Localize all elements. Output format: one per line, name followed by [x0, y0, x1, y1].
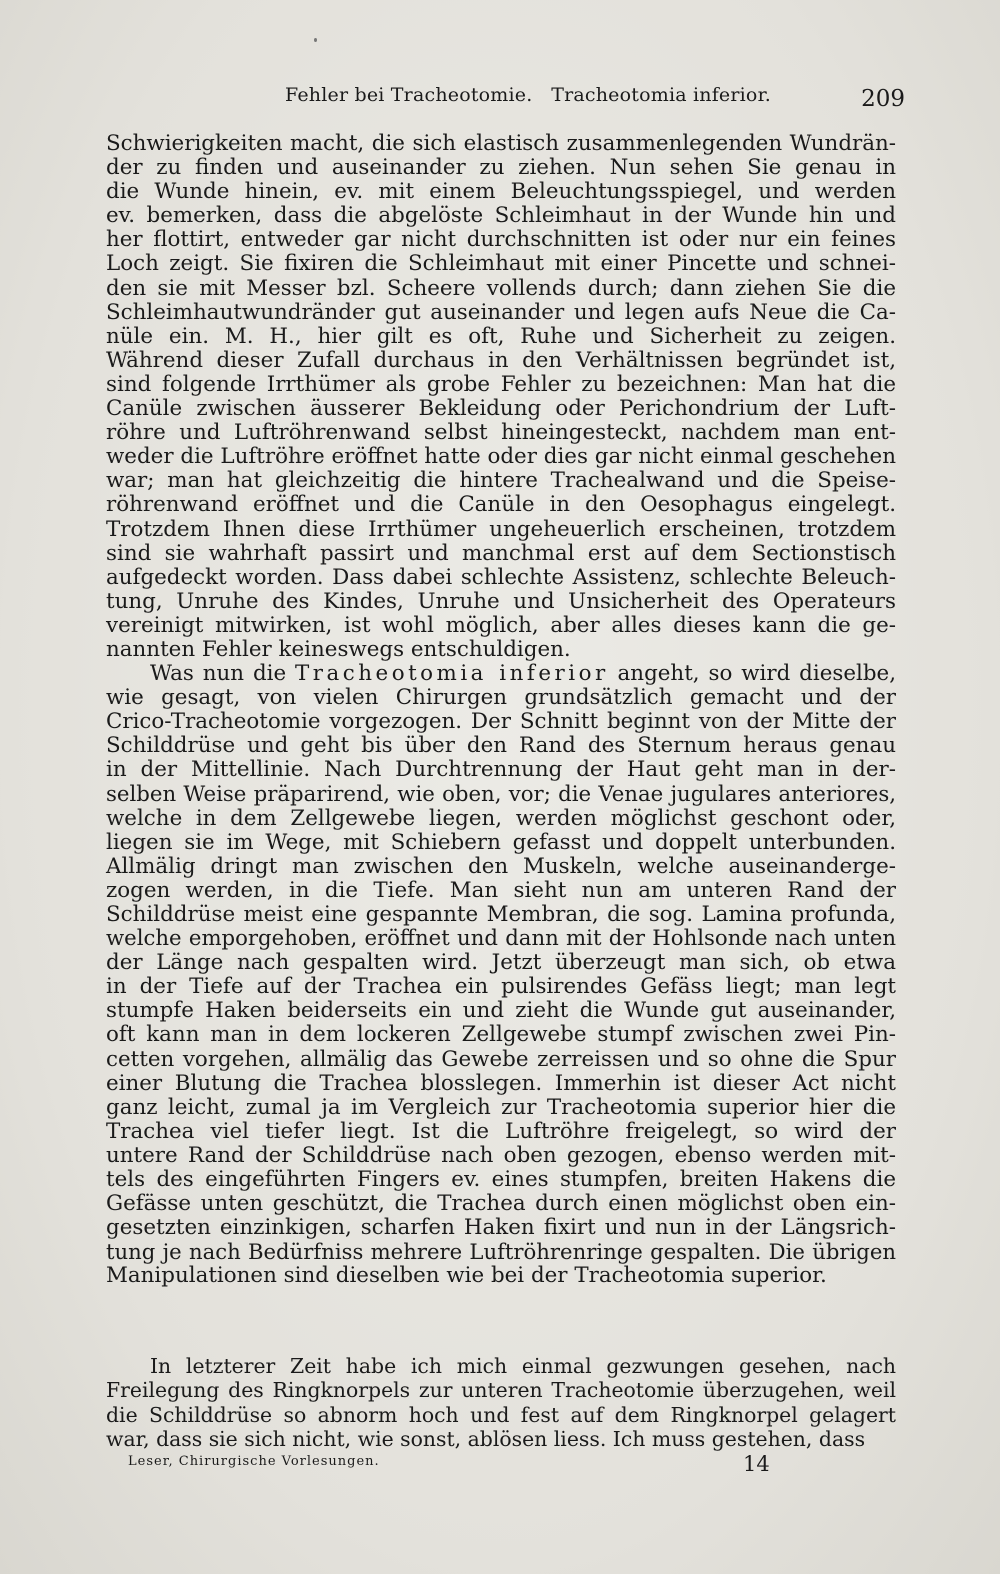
text-line: untere Rand der Schilddrüse nach oben gezogen, ebenso werden mit-: [106, 1142, 896, 1168]
spaced-emphasis: Tracheotomia inferior: [295, 661, 609, 687]
text-line: in der Tiefe auf der Trachea ein pulsirendes Gefäss liegt; man legt: [106, 974, 896, 1000]
text-line: cetten vorgehen, allmälig das Gewebe zerreissen und so ohne die Spur: [106, 1046, 896, 1072]
text-line: Allmälig dringt man zwischen den Muskeln, welche auseinanderge-: [106, 853, 896, 879]
body-text: [106, 131, 896, 1452]
text-line: röhre und Luftröhrenwand selbst hineingesteckt, nachdem man ent-: [106, 420, 896, 446]
text-line: zogen werden, in die Tiefe. Man sieht nun am unteren Rand der: [106, 877, 896, 903]
text-line: tung je nach Bedürfniss mehrere Luftröhrenringe gespalten. Die übrigen: [106, 1239, 896, 1265]
text-line: den sie mit Messer bzl. Scheere vollends durch; dann ziehen Sie die: [106, 275, 896, 301]
page-footer: [128, 1450, 768, 1490]
text-line: welche emporgehoben, eröffnet und dann mit der Hohlsonde nach unten: [106, 926, 896, 952]
text-line: gesetzten einzinkigen, scharfen Haken fixirt und nun in der Längsrich-: [106, 1215, 896, 1241]
text-line: oft kann man in dem lockeren Zellgewebe stumpf zwischen zwei Pin-: [106, 1022, 896, 1048]
text-line: her flottirt, entweder gar nicht durchschnitten ist oder nur ein feines: [106, 227, 896, 253]
text-line: Manipulationen sind dieselben wie bei der Tracheotomia superior.: [106, 1263, 827, 1289]
text-line: Während dieser Zufall durchaus in den Verhältnissen begründet ist,: [106, 347, 896, 373]
page-header: [285, 80, 905, 120]
text-line: Canüle zwischen äusserer Bekleidung oder Perichondrium der Luft-: [106, 396, 896, 422]
text-run: Was nun die: [150, 661, 296, 687]
text-line: welche in dem Zellgewebe liegen, werden möglichst geschont oder,: [106, 805, 896, 831]
print-speck: [314, 38, 317, 42]
text-line: Schilddrüse meist eine gespannte Membran, die sog. Lamina profunda,: [106, 902, 896, 927]
text-line: sind sie wahrhaft passirt und manchmal erst auf dem Sectionstisch: [106, 540, 896, 566]
text-line: die Wunde hinein, ev. mit einem Beleuchtungsspiegel, und werden: [106, 179, 896, 205]
text-line: wie gesagt, von vielen Chirurgen grundsätzlich gemacht und der: [106, 685, 896, 711]
text-line: die Schilddrüse so abnorm hoch und fest auf dem Ringknorpel gelagert: [106, 1402, 896, 1427]
text-line: Crico-Tracheotomie vorgezogen. Der Schnitt beginnt von der Mitte der: [106, 709, 896, 735]
text-line: liegen sie im Wege, mit Schiebern gefasst und doppelt unterbunden.: [106, 829, 896, 855]
text-line: der Länge nach gespalten wird. Jetzt überzeugt man sich, ob etwa: [106, 950, 896, 976]
text-line: war, dass sie sich nicht, wie sonst, ablösen liess. Ich muss gestehen, dass: [106, 1427, 866, 1452]
text-line: einer Blutung die Trachea blosslegen. Immerhin ist dieser Act nicht: [106, 1070, 896, 1096]
text-line: weder die Luftröhre eröffnet hatte oder dies gar nicht einmal geschehen: [106, 444, 896, 470]
text-line: ev. bemerken, dass die abgelöste Schleimhaut in der Wunde hin und: [106, 203, 896, 229]
text-line: Trotzdem Ihnen diese Irrthümer ungeheuerlich erscheinen, trotzdem: [106, 516, 896, 542]
running-title: Fehler bei Tracheotomie. Tracheotomia inferior.: [285, 84, 772, 106]
signature-number: 14: [743, 1452, 770, 1476]
text-line: stumpfe Haken beiderseits ein und zieht die Wunde gut auseinander,: [106, 998, 896, 1024]
text-line: Trachea viel tiefer liegt. Ist die Luftröhre freigelegt, so wird der: [106, 1118, 896, 1144]
text-line: vereinigt mitwirken, ist wohl möglich, aber alles dieses kann die ge-: [106, 612, 896, 638]
paragraph: [106, 662, 896, 1288]
text-line: war; man hat gleichzeitig die hintere Trachealwand und die Speise-: [106, 468, 896, 494]
text-run: angeht, so wird dieselbe,: [608, 661, 896, 687]
page-number: 209: [861, 86, 905, 112]
paragraph: [106, 1354, 896, 1452]
text-line: sind folgende Irrthümer als grobe Fehler zu bezeichnen: Man hat die: [106, 371, 896, 397]
text-line: In letzterer Zeit habe ich mich einmal gezwungen gesehen, nach: [150, 1354, 896, 1378]
text-line: der zu finden und auseinander zu ziehen. Nun sehen Sie genau in: [106, 155, 896, 181]
text-line: röhrenwand eröffnet und die Canüle in den Oesophagus eingelegt.: [106, 492, 896, 518]
text-line: in der Mittellinie. Nach Durchtrennung der Haut geht man in der-: [106, 757, 896, 783]
text-line: [106, 662, 896, 686]
text-line: Freilegung des Ringknorpels zur unteren Tracheotomie überzugehen, weil: [106, 1378, 896, 1403]
text-line: aufgedeckt worden. Dass dabei schlechte Assistenz, schlechte Beleuch-: [106, 564, 896, 590]
text-line: Schleimhautwundränder gut auseinander und legen aufs Neue die Ca-: [106, 299, 896, 325]
text-line: nüle ein. M. H., hier gilt es oft, Ruhe und Sicherheit zu zeigen.: [106, 323, 896, 349]
text-line: tels des eingeführten Fingers ev. eines stumpfen, breiten Hakens die: [106, 1167, 896, 1193]
text-line: selben Weise präparirend, wie oben, vor; die Venae jugulares anteriores,: [106, 781, 896, 807]
book-author-line: Leser, Chirurgische Vorlesungen.: [128, 1454, 380, 1469]
paragraph: [106, 132, 896, 662]
text-line: nannten Fehler keineswegs entschuldigen.: [106, 636, 571, 662]
text-line: Loch zeigt. Sie fixiren die Schleimhaut mit einer Pincette und schnei-: [106, 251, 896, 277]
text-line: Schilddrüse und geht bis über den Rand des Sternum heraus genau: [106, 733, 896, 759]
text-line: Schwierigkeiten macht, die sich elastisch zusammenlegenden Wundrän-: [106, 131, 896, 156]
text-line: Gefässe unten geschützt, die Trachea durch einen möglichst oben ein-: [106, 1191, 896, 1217]
text-line: tung, Unruhe des Kindes, Unruhe und Unsicherheit des Operateurs: [106, 588, 896, 614]
text-line: ganz leicht, zumal ja im Vergleich zur Tracheotomia superior hier die: [106, 1094, 896, 1120]
